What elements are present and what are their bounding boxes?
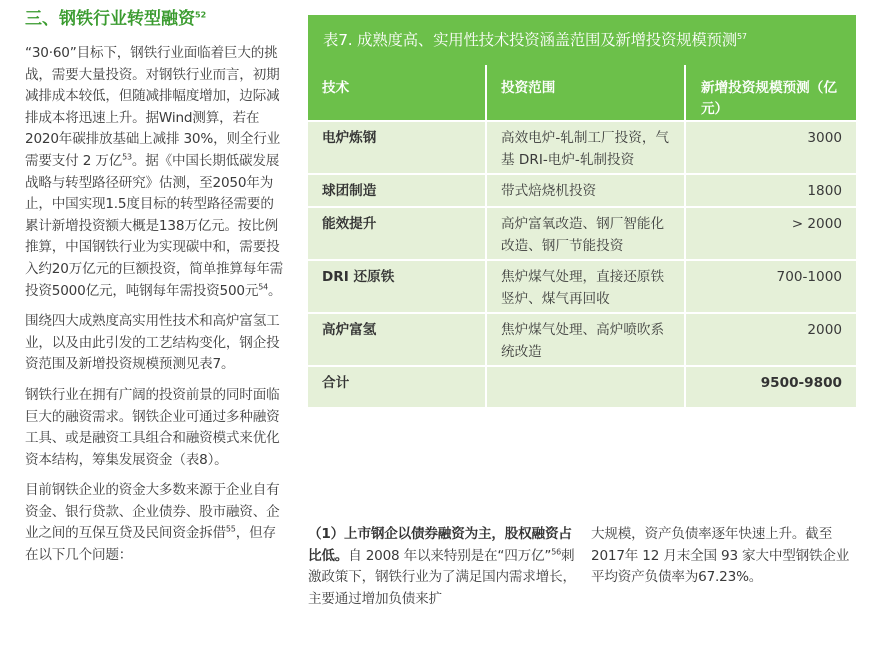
footnote-ref[interactable]: 57: [736, 31, 747, 41]
row-value: 3000: [685, 121, 856, 174]
table-caption: [308, 15, 856, 65]
row-tech: 高炉富氢: [308, 313, 486, 366]
subheading-bold: （1）上市钢企以债券融资为主，股权融资占比低。: [308, 526, 572, 564]
footnote-ref[interactable]: 56: [551, 547, 562, 557]
row-value: 2000: [685, 313, 856, 366]
header-investment: 新增投资规模预测（亿元）: [685, 65, 856, 121]
row-value: > 2000: [685, 207, 856, 260]
bottom-text-b: 刺激政策下，钢铁行业为了满足国内需求增长，主要通过增加负债来扩: [308, 547, 576, 607]
table-total-row: [308, 366, 856, 407]
footnote-ref[interactable]: 52: [195, 10, 207, 20]
row-scope: 高炉富氧改造、钢厂智能化改造、钢厂节能投资: [486, 207, 685, 260]
paragraph-1-part-c: 。: [268, 282, 282, 299]
section-heading: [25, 8, 287, 30]
paragraph-4: [25, 480, 287, 566]
paragraph-4-part-a: 目前钢铁企业的资金大多数来源于企业自有资金、银行贷款、企业债券、股市融资、企业之间的互保互贷及民间资金拆借: [25, 482, 280, 542]
paragraph-1-part-b: 。据《中国长期低碳发展战略与转型路径研究》估测，至2050年为止，中国实现1.5度目标的转型路径需要的累计新增投资额大概是138万亿元。按比例推算，中国钢铁行业为实现碳中和，需要投入约20万亿元的巨额投资，简单推算每年需投资5000亿元，吨钢每年需投资500元: [25, 152, 283, 299]
footnote-ref[interactable]: 54: [258, 282, 269, 291]
header-tech: 技术: [308, 65, 486, 121]
row-scope: 带式焙烧机投资: [486, 174, 685, 207]
header-scope: 投资范围: [486, 65, 685, 121]
row-tech: 电炉炼钢: [308, 121, 486, 174]
row-tech: DRI 还原铁: [308, 260, 486, 313]
bottom-text-a: 自 2008 年以来特别是在“四万亿”: [348, 547, 552, 564]
investment-table: [308, 15, 856, 407]
row-scope: 焦炉煤气处理，直接还原铁竖炉、煤气再回收: [486, 260, 685, 313]
paragraph-2: 围绕四大成熟度高实用性技术和高炉富氢工业，以及由此引发的工艺结构变化，钢企投资范围及新增投资规模预测见表7。: [25, 313, 280, 373]
footnote-ref[interactable]: 53: [122, 152, 132, 162]
total-label: 合计: [308, 366, 486, 407]
row-tech: 球团制造: [308, 174, 486, 207]
row-scope: 焦炉煤气处理、高炉喷吹系统改造: [486, 313, 685, 366]
table-row: [308, 313, 856, 366]
table-row: [308, 174, 856, 207]
bottom-paragraph-2: 大规模，资产负债率逐年快速上升。截至2017年 12 月末全国 93 家大中型钢铁企业平均资产负债率为67.23%。: [591, 526, 850, 586]
table-row: [308, 121, 856, 174]
footnote-ref[interactable]: 55: [225, 524, 236, 534]
table-row: [308, 260, 856, 313]
paragraph-1-part-a: “30·60”目标下，钢铁行业面临着巨大的挑战，需要大量投资。对钢铁行业而言，初期减排成本较低，但随减排幅度增加，边际减排成本将迅速上升。据Wind测算，若在2020年碳排放基础上减排 30%，则全行业需要支付 2 万亿: [25, 45, 281, 169]
row-tech: 能效提升: [308, 207, 486, 260]
paragraph-3: 钢铁行业在拥有广阔的投资前景的同时面临巨大的融资需求。钢铁企业可通过多种融资工具、或是融资工具组合和融资模式来优化资本结构，筹集发展资金（表8）。: [25, 386, 280, 468]
row-value: 700-1000: [685, 260, 856, 313]
table-caption-text: 表7. 成熟度高、实用性技术投资涵盖范围及新增投资规模预测: [323, 31, 737, 49]
row-scope: 高效电炉-轧制工厂投资，气基 DRI-电炉-轧制投资: [486, 121, 685, 174]
paragraph-1: [25, 43, 287, 302]
table-header-row: [308, 65, 856, 121]
table-row: [308, 207, 856, 260]
paragraph-4-part-b: ，但存在以下几个问题：: [25, 525, 276, 564]
row-value: 1800: [685, 174, 856, 207]
bottom-paragraph-1: [308, 524, 576, 610]
data-table: [308, 65, 856, 407]
total-value: 9500-9800: [685, 366, 856, 407]
total-empty-cell: [486, 366, 685, 407]
left-column: [25, 8, 287, 576]
section-heading-text: 三、钢铁行业转型融资: [25, 9, 195, 29]
